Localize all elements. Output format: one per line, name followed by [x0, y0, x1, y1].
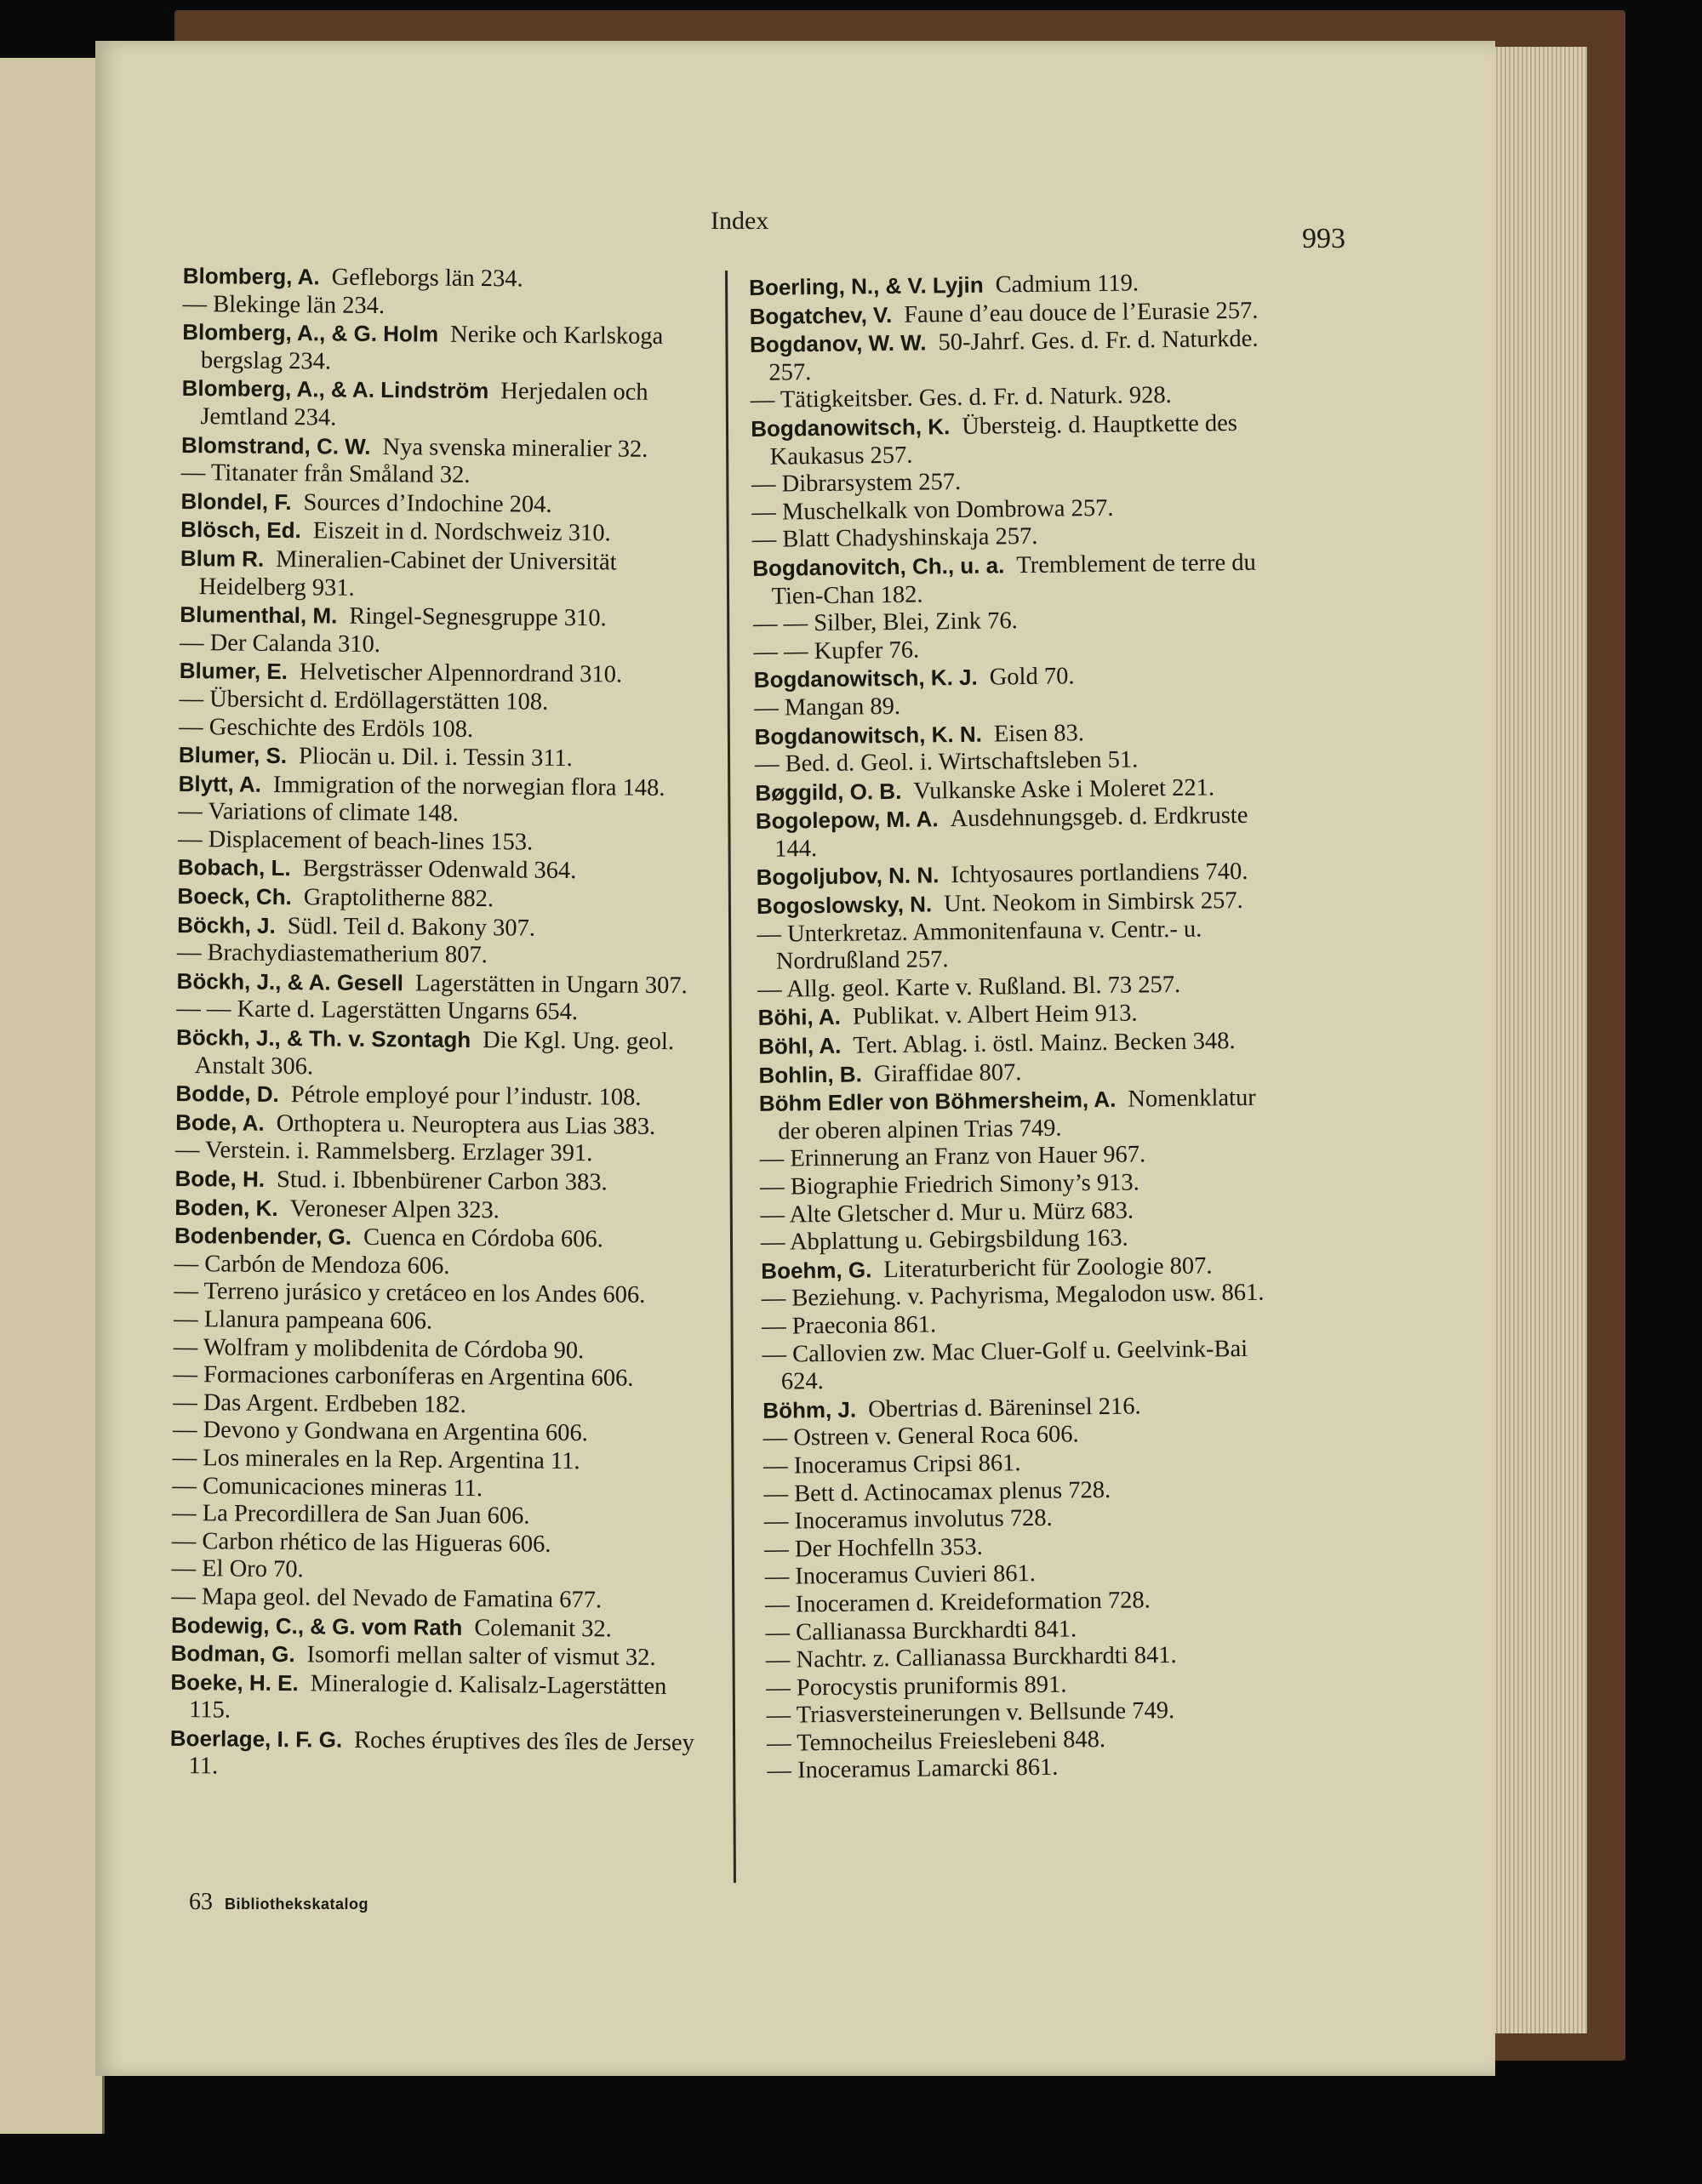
index-entry — [174, 1194, 702, 1227]
entry-author: Boeke, H. E. — [170, 1668, 299, 1696]
entry-title: — El Oro 70. — [171, 1555, 304, 1583]
entry-title: — Devono y Gondwana en Argentina 606. — [172, 1417, 588, 1447]
entry-title: — Brachydiastematherium 807. — [176, 939, 488, 969]
index-entry — [762, 1335, 1290, 1397]
entry-title: Lagerstätten in Ungarn 307. — [414, 970, 688, 1000]
index-entry — [178, 826, 705, 858]
entry-title: — Übersicht d. Erdöllagerstätten 108. — [179, 685, 549, 716]
entry-title: Roches éruptives des îles de Jersey 11. — [188, 1726, 694, 1780]
entry-author: Bodman, G. — [170, 1640, 295, 1668]
entry-title: — — Silber, Blei, Zink 76. — [752, 607, 1018, 638]
entry-title: — — Karte d. Lagerstätten Ungarns 654. — [176, 995, 579, 1026]
entry-title: — Porocystis pruniformis 891. — [766, 1671, 1067, 1702]
entry-author: Boeck, Ch. — [177, 883, 292, 910]
entry-title: Tremblement de terre du Tien-Chan 182. — [771, 549, 1257, 610]
entry-title: — Bett d. Actinocamax plenus 728. — [763, 1476, 1111, 1508]
entry-author: Boerling, N., & V. Lyjin — [749, 271, 984, 300]
index-entry — [183, 262, 711, 295]
index-entry — [176, 967, 704, 1001]
index-entry — [182, 318, 711, 379]
entry-author: Bodenbender, G. — [174, 1223, 352, 1250]
entry-title: Faune d’eau douce de l’Eurasie 257. — [904, 297, 1259, 328]
index-entry — [180, 630, 707, 662]
entry-author: Bogatchev, V. — [749, 301, 893, 329]
entry-author: Boehm, G. — [761, 1257, 872, 1284]
index-entry — [172, 1472, 700, 1504]
index-entry — [181, 374, 710, 436]
entry-title: — Erinnerung an Franz von Hauer 967. — [759, 1141, 1146, 1173]
entry-title: — Carbón de Mendoza 606. — [174, 1250, 450, 1280]
entry-title: — Inoceramen d. Kreideformation 728. — [764, 1587, 1151, 1618]
entry-author: Blumer, E. — [179, 658, 288, 685]
entry-title: Die Kgl. Ung. geol. Anstalt 306. — [194, 1027, 675, 1080]
entry-title: — Inoceramus Cuvieri 861. — [764, 1560, 1037, 1591]
index-entry — [178, 853, 705, 887]
entry-author: Bogolepow, M. A. — [755, 806, 939, 835]
index-entry — [180, 545, 709, 606]
entry-title: — Dibrarsystem 257. — [751, 469, 962, 499]
entry-title: — Formaciones carboníferas en Argentina 606. — [173, 1361, 634, 1392]
entry-title: — — Kupfer 76. — [753, 636, 920, 665]
index-entry — [756, 801, 1284, 864]
entry-title: — Callovien zw. Mac Cluer-Golf u. Geelvink-Bai 624. — [762, 1335, 1248, 1395]
entry-title: Mineralogie d. Kalisalz-Lagerstätten 115. — [189, 1670, 667, 1724]
entry-author: Böhi, A. — [757, 1004, 842, 1031]
entry-author: Böhm Edler von Böhmersheim, A. — [758, 1086, 1117, 1117]
entry-title: Helvetischer Alpennordrand 310. — [299, 659, 623, 688]
entry-title: Sources d’Indochine 204. — [303, 488, 552, 518]
entry-title: — Ostreen v. General Roca 606. — [762, 1421, 1079, 1452]
entry-title: Eiszeit in d. Nordschweiz 310. — [312, 517, 611, 547]
entry-title: Vulkanske Aske i Moleret 221. — [913, 774, 1215, 805]
facing-page-edge — [0, 58, 105, 2134]
entry-author: Bodewig, C., & G. vom Rath — [170, 1611, 463, 1640]
index-entry — [174, 1165, 702, 1198]
index-entry — [178, 770, 705, 803]
entry-author: Bogdanovitch, Ch., u. a. — [752, 552, 1005, 581]
index-entry — [181, 459, 709, 492]
entry-title: Orthoptera u. Neuroptera aus Lias 383. — [276, 1109, 656, 1140]
entry-title: Nerike och Karlskoga bergslag 234. — [200, 321, 664, 375]
left-column — [169, 262, 711, 1785]
entry-title: Obertrias d. Bäreninsel 216. — [867, 1393, 1141, 1423]
entry-title: — Mapa geol. del Nevado de Famatina 677. — [171, 1582, 603, 1614]
entry-title: — Inoceramus involutus 728. — [763, 1504, 1053, 1536]
index-entry — [171, 1639, 699, 1673]
index-entry — [171, 1611, 699, 1644]
entry-title: — Llanura pampeana 606. — [174, 1305, 433, 1335]
entry-author: Bogoljubov, N. N. — [756, 862, 940, 891]
entry-title: Cuenca en Córdoba 606. — [363, 1224, 603, 1253]
page-edges — [1485, 47, 1587, 2033]
entry-title: — Inoceramus Cripsi 861. — [762, 1450, 1021, 1480]
entry-title: — Muschelkalk von Dombrowa 257. — [751, 494, 1114, 526]
entry-author: Blumenthal, M. — [180, 602, 338, 629]
index-entry — [175, 1109, 703, 1142]
entry-title: — Abplattung u. Gebirgsbildung 163. — [760, 1224, 1128, 1257]
entry-title: Übersteig. d. Hauptkette des Kaukasus 257. — [769, 409, 1238, 470]
entry-author: Blumer, S. — [178, 742, 288, 769]
entry-title: — La Precordillera de San Juan 606. — [172, 1500, 530, 1530]
index-entry — [180, 488, 708, 521]
entry-title: — Beziehung. v. Pachyrisma, Megalodon usw. 861. — [761, 1280, 1265, 1313]
entry-author: Blösch, Ed. — [180, 516, 301, 544]
index-entry — [174, 1334, 701, 1366]
index-entry — [177, 939, 705, 972]
entry-title: Literaturbericht für Zoologie 807. — [883, 1252, 1213, 1283]
entry-title: — Allg. geol. Karte v. Rußland. Bl. 73 257. — [757, 971, 1181, 1003]
index-entry — [752, 548, 1281, 611]
entry-author: Boden, K. — [174, 1194, 278, 1221]
index-entry — [179, 713, 706, 745]
index-entry — [182, 291, 710, 323]
entry-title: — Biographie Friedrich Simony’s 913. — [759, 1169, 1139, 1200]
entry-title: — Triasversteinerungen v. Bellsunde 749. — [766, 1697, 1175, 1730]
entry-title: — Alte Gletscher d. Mur u. Mürz 683. — [760, 1197, 1134, 1229]
entry-title: — Comunicaciones mineras 11. — [172, 1472, 483, 1502]
entry-author: Bogdanowitsch, K. N. — [754, 721, 983, 750]
right-column — [749, 267, 1295, 1786]
index-entry — [750, 325, 1278, 388]
entry-title: — Bed. d. Geol. i. Wirtschaftsleben 51. — [754, 746, 1139, 778]
index-entry — [171, 1555, 699, 1588]
index-entry — [178, 798, 705, 830]
entry-title: — Unterkretaz. Ammonitenfauna v. Centr.- u. Nordrußland 257. — [757, 915, 1202, 975]
entry-title: Gold 70. — [989, 663, 1075, 691]
index-entry — [179, 686, 706, 718]
index-entry — [169, 1725, 698, 1786]
entry-title: Südl. Teil d. Bakony 307. — [287, 912, 536, 942]
entry-author: Bode, H. — [174, 1165, 266, 1192]
entry-title: Stud. i. Ibbenbürener Carbon 383. — [276, 1166, 608, 1196]
entry-author: Bogdanov, W. W. — [749, 329, 927, 358]
entry-title: Publikat. v. Albert Heim 913. — [852, 1000, 1138, 1031]
index-entry — [759, 1084, 1288, 1147]
entry-title: Ausdehnungsgeb. d. Erdkruste 144. — [774, 802, 1248, 863]
entry-title: Ringel-Segnesgruppe 310. — [349, 602, 607, 632]
entry-title: — Terreno jurásico y cretáceo en los Andes 606. — [174, 1278, 646, 1309]
entry-author: Blomberg, A., & A. Lindström — [181, 375, 489, 404]
entry-title: Nya svenska mineralier 32. — [382, 433, 648, 463]
signature-mark: 63 — [189, 1889, 213, 1915]
entry-title: — Geschichte des Erdöls 108. — [179, 713, 474, 743]
entry-title: — Blekinge län 234. — [182, 290, 386, 319]
entry-title: 50-Jahrf. Ges. d. Fr. d. Naturkde. 257. — [768, 325, 1259, 386]
index-entry — [172, 1528, 700, 1560]
entry-author: Bohlin, B. — [758, 1061, 863, 1088]
entry-title: Tert. Ablag. i. östl. Mainz. Becken 348. — [853, 1028, 1236, 1059]
index-entry — [173, 1361, 700, 1394]
entry-title: — Los minerales en la Rep. Argentina 11. — [172, 1444, 580, 1475]
entry-title: Veroneser Alpen 323. — [289, 1195, 500, 1223]
entry-title: Colemanit 32. — [474, 1614, 612, 1642]
entry-title: — Temnocheilus Freieslebeni 848. — [766, 1725, 1106, 1757]
entry-title: — Der Calanda 310. — [179, 629, 381, 658]
index-entry — [174, 1222, 702, 1255]
page-footer — [189, 1889, 368, 1916]
entry-author: Böhl, A. — [757, 1032, 842, 1059]
entry-title: — Displacement of beach-lines 153. — [177, 825, 534, 856]
running-head: Index — [711, 207, 769, 235]
entry-title: — Nachtr. z. Callianassa Burckhardti 841. — [765, 1642, 1177, 1674]
entry-title: Cadmium 119. — [995, 270, 1139, 299]
entry-title: — Mangan 89. — [754, 693, 901, 721]
entry-author: Blondel, F. — [180, 488, 292, 515]
index-entry — [179, 741, 706, 774]
entry-title: — Das Argent. Erdbeben 182. — [173, 1389, 467, 1418]
index-entry — [181, 431, 709, 465]
entry-author: Blomberg, A. — [182, 262, 320, 290]
index-entry — [174, 1278, 701, 1310]
entry-title: — Carbon rhético de las Higueras 606. — [171, 1527, 551, 1558]
entry-title: Giraffidae 807. — [873, 1058, 1022, 1087]
entry-title: Herjedalen och Jemtland 234. — [200, 378, 648, 431]
entry-title: Gefleborgs län 234. — [331, 264, 523, 293]
entry-title: Immigration of the norwegian flora 148. — [272, 771, 665, 801]
entry-author: Bogdanowitsch, K. — [751, 413, 951, 442]
index-entry — [171, 1583, 699, 1616]
index-entry — [175, 1137, 703, 1169]
index-entry — [180, 657, 707, 690]
entry-author: Bøggild, O. B. — [755, 778, 902, 806]
index-entry — [176, 1024, 705, 1085]
entry-title: Unt. Neokom in Simbirsk 257. — [943, 887, 1243, 918]
entry-title: Mineralien-Cabinet der Universität Heidelberg 931. — [198, 545, 617, 602]
entry-title: Bergsträsser Odenwald 364. — [302, 855, 577, 885]
index-entry — [174, 1251, 702, 1283]
entry-author: Bogoslowsky, N. — [756, 891, 933, 920]
index-entry — [173, 1445, 700, 1477]
entry-author: Bodde, D. — [175, 1081, 279, 1108]
entry-title: Nomenklatur der oberen alpinen Trias 749. — [778, 1085, 1256, 1145]
entry-title: — Variations of climate 148. — [178, 798, 460, 828]
entry-title: — Tätigkeitsber. Ges. d. Fr. d. Naturk. 928. — [750, 382, 1172, 414]
index-entry — [172, 1500, 700, 1532]
entry-author: Boerlage, I. F. G. — [169, 1725, 343, 1753]
index-entry — [751, 408, 1279, 471]
entry-title: Ichtyosaures portlandiens 740. — [951, 858, 1248, 889]
entry-title: Eisen 83. — [993, 719, 1085, 748]
entry-author: Blum R. — [180, 545, 265, 572]
page-number: 993 — [1302, 223, 1345, 254]
entry-title: — Blatt Chadyshinskaja 257. — [751, 523, 1038, 554]
entry-author: Bobach, L. — [177, 854, 291, 881]
index-entry — [180, 601, 707, 634]
entry-author: Böckh, J., & Th. v. Szontagh — [175, 1024, 471, 1053]
index-entry — [173, 1389, 700, 1422]
entry-title: Isomorfi mellan salter of vismut 32. — [306, 1641, 656, 1672]
index-entry — [170, 1668, 699, 1730]
index-entry — [177, 882, 705, 915]
index-entry — [176, 995, 704, 1028]
entry-title: Pliocän u. Dil. i. Tessin 311. — [298, 743, 574, 773]
index-entry — [175, 1080, 703, 1113]
index-entry — [180, 516, 708, 549]
entry-title: — Wolfram y molibdenita de Córdoba 90. — [173, 1333, 585, 1364]
entry-title: — Titanater från Småland 32. — [180, 459, 471, 489]
entry-title: Pétrole employé pour l’industr. 108. — [290, 1081, 642, 1111]
index-entry — [173, 1417, 700, 1449]
entry-author: Blomstrand, C. W. — [180, 431, 371, 459]
index-entry — [177, 911, 705, 944]
entry-title: — Der Hochfelln 353. — [764, 1533, 983, 1563]
entry-author: Böhm, J. — [762, 1396, 857, 1423]
entry-author: Blomberg, A., & G. Holm — [182, 319, 439, 347]
entry-author: Böckh, J., & A. Gesell — [176, 967, 404, 996]
entry-title: Graptolitherne 882. — [303, 884, 494, 913]
entry-author: Bode, A. — [175, 1109, 265, 1136]
entry-title: — Inoceramus Lamarcki 861. — [767, 1754, 1059, 1785]
entry-author: Bogdanowitsch, K. J. — [753, 664, 978, 693]
entry-title: — Verstein. i. Rammelsberg. Erzlager 391. — [174, 1137, 593, 1167]
entry-author: Blytt, A. — [178, 770, 262, 797]
entry-title: — Callianassa Burckhardti 841. — [765, 1615, 1077, 1646]
index-entry — [757, 915, 1285, 977]
entry-title: — Praeconia 861. — [761, 1311, 937, 1340]
entry-author: Böckh, J. — [177, 911, 276, 938]
footer-label: Bibliothekskatalog — [225, 1896, 369, 1913]
index-entry — [174, 1306, 701, 1338]
